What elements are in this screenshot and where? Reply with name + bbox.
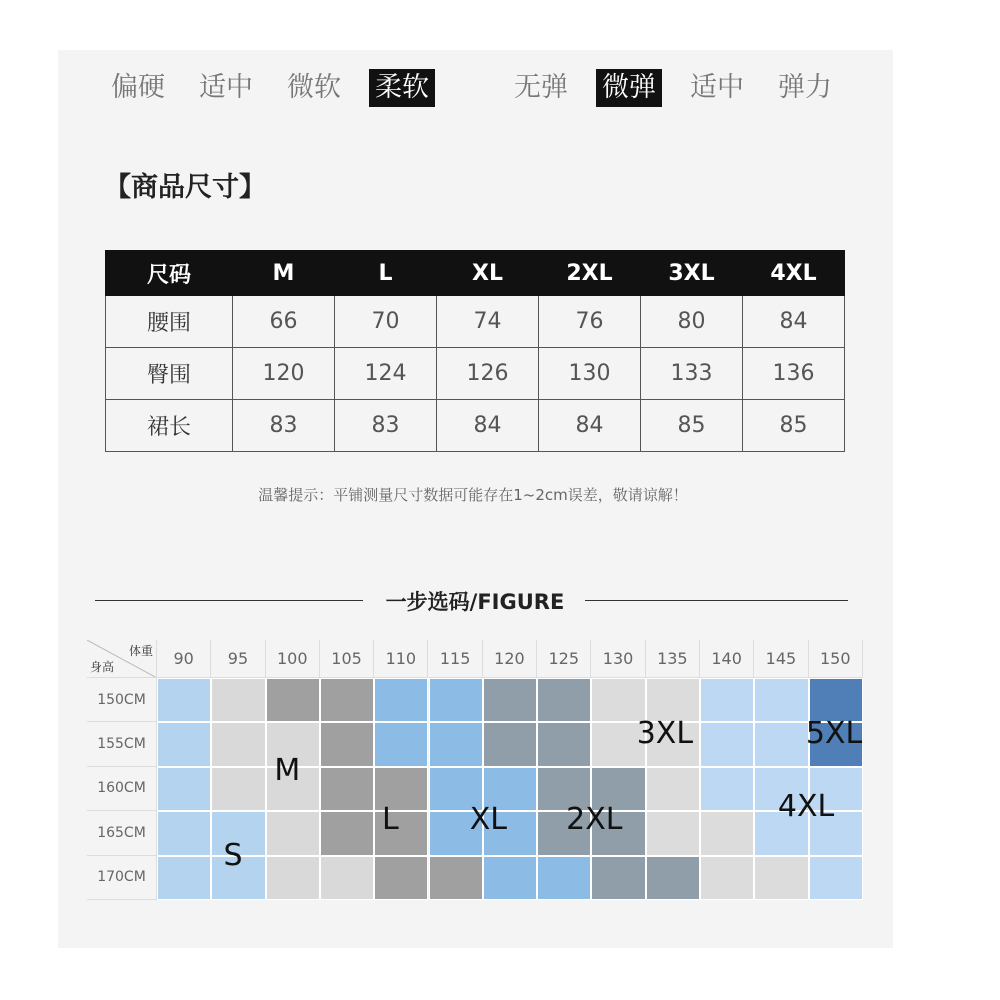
grid-cell — [320, 767, 374, 811]
grid-cell — [157, 722, 211, 766]
size-zone-label: XL — [469, 802, 507, 838]
size-zone-label: 5XL — [805, 715, 863, 751]
grid-cell — [591, 856, 645, 900]
grid-cell — [483, 856, 537, 900]
elasticity-option: 无弹 — [514, 72, 568, 103]
measurement-value: 80 — [641, 296, 743, 348]
table-row — [106, 348, 845, 400]
size-table-header — [106, 251, 845, 296]
measurement-value: 126 — [437, 348, 539, 400]
size-zone-label: 4XL — [777, 788, 835, 824]
table-row — [106, 296, 845, 348]
measurement-value: 120 — [233, 348, 335, 400]
measurement-value: 84 — [437, 400, 539, 452]
height-header: 165CM — [87, 811, 157, 855]
weight-header: 110 — [374, 640, 428, 678]
measurement-value: 85 — [641, 400, 743, 452]
weight-header: 90 — [157, 640, 211, 678]
weight-header: 145 — [754, 640, 808, 678]
grid-cell — [537, 722, 591, 766]
size-recommendation-grid — [87, 640, 863, 900]
grid-cell — [429, 722, 483, 766]
softness-option: 微软 — [287, 72, 341, 103]
grid-cell — [211, 678, 265, 722]
weight-header: 95 — [211, 640, 265, 678]
grid-cell — [700, 767, 754, 811]
height-header: 155CM — [87, 722, 157, 766]
grid-cell — [754, 856, 808, 900]
elasticity-option: 适中 — [690, 72, 744, 103]
grid-cell — [483, 678, 537, 722]
grid-cell — [700, 722, 754, 766]
size-header-cell: 3XL — [641, 251, 743, 296]
grid-cell — [320, 856, 374, 900]
measurement-name: 裙长 — [106, 400, 233, 452]
softness-option: 适中 — [199, 72, 253, 103]
measurement-note: 温馨提示：平铺测量尺寸数据可能存在1~2cm误差，敬请谅解！ — [258, 486, 688, 504]
grid-cell — [429, 856, 483, 900]
weight-header: 115 — [429, 640, 483, 678]
measurement-value: 85 — [743, 400, 845, 452]
grid-cell — [537, 856, 591, 900]
weight-header: 100 — [266, 640, 320, 678]
size-header-label: 尺码 — [106, 251, 233, 296]
grid-cell — [266, 856, 320, 900]
weight-header: 130 — [591, 640, 645, 678]
grid-cell — [157, 856, 211, 900]
grid-cell — [809, 856, 863, 900]
size-zone-label: L — [381, 802, 399, 838]
section-title: 【商品尺寸】 — [104, 172, 266, 203]
weight-header: 135 — [646, 640, 700, 678]
size-zone-label: 2XL — [566, 802, 623, 838]
table-row — [106, 400, 845, 452]
measurement-value: 136 — [743, 348, 845, 400]
measurement-value: 70 — [335, 296, 437, 348]
grid-cell — [374, 722, 428, 766]
grid-cell — [266, 811, 320, 855]
grid-cell — [646, 856, 700, 900]
size-header-cell: M — [233, 251, 335, 296]
grid-cell — [266, 678, 320, 722]
grid-cell — [211, 767, 265, 811]
measurement-name: 腰围 — [106, 296, 233, 348]
divider-line-right — [585, 600, 848, 601]
elasticity-option: 弹力 — [778, 72, 832, 103]
size-table — [105, 250, 845, 452]
measurement-name: 臀围 — [106, 348, 233, 400]
grid-cell — [754, 678, 808, 722]
grid-cell — [483, 722, 537, 766]
grid-cell — [429, 678, 483, 722]
weight-header: 140 — [700, 640, 754, 678]
grid-cell — [374, 856, 428, 900]
weight-header: 105 — [320, 640, 374, 678]
divider-line-left — [95, 600, 363, 601]
grid-cell — [157, 767, 211, 811]
height-header: 160CM — [87, 767, 157, 811]
measurement-value: 74 — [437, 296, 539, 348]
grid-cell — [320, 811, 374, 855]
corner-height-label: 身高 — [90, 660, 115, 674]
grid-cell — [700, 856, 754, 900]
weight-header: 120 — [483, 640, 537, 678]
grid-cell — [537, 678, 591, 722]
height-header: 150CM — [87, 678, 157, 722]
size-zone-label: M — [274, 753, 301, 789]
grid-cell — [320, 678, 374, 722]
grid-corner — [87, 640, 157, 678]
corner-weight-label: 体重 — [128, 644, 153, 658]
size-zone-label: S — [223, 837, 243, 873]
grid-cell — [374, 678, 428, 722]
weight-header: 125 — [537, 640, 591, 678]
measurement-value: 76 — [539, 296, 641, 348]
elasticity-scale — [508, 68, 838, 108]
grid-cell — [646, 767, 700, 811]
grid-cell — [700, 811, 754, 855]
elasticity-option-selected: 微弹 — [596, 69, 662, 107]
grid-cell — [700, 678, 754, 722]
size-header-cell: 4XL — [743, 251, 845, 296]
size-header-cell: XL — [437, 251, 539, 296]
softness-option: 偏硬 — [111, 72, 165, 103]
measurement-value: 83 — [335, 400, 437, 452]
measurement-value: 133 — [641, 348, 743, 400]
softness-option-selected: 柔软 — [369, 69, 435, 107]
grid-cell — [320, 722, 374, 766]
measurement-value: 84 — [743, 296, 845, 348]
size-header-cell: 2XL — [539, 251, 641, 296]
height-header: 170CM — [87, 856, 157, 900]
grid-cell — [157, 811, 211, 855]
grid-cell — [157, 678, 211, 722]
softness-scale — [105, 68, 435, 108]
grid-cell — [754, 722, 808, 766]
measurement-value: 84 — [539, 400, 641, 452]
grid-cell — [646, 811, 700, 855]
divider-title: 一步选码/FIGURE — [385, 590, 565, 614]
measurement-value: 130 — [539, 348, 641, 400]
weight-header: 150 — [809, 640, 863, 678]
measurement-value: 66 — [233, 296, 335, 348]
measurement-value: 124 — [335, 348, 437, 400]
measurement-value: 83 — [233, 400, 335, 452]
size-zone-label: 3XL — [636, 715, 694, 751]
grid-cell — [211, 722, 265, 766]
size-header-cell: L — [335, 251, 437, 296]
